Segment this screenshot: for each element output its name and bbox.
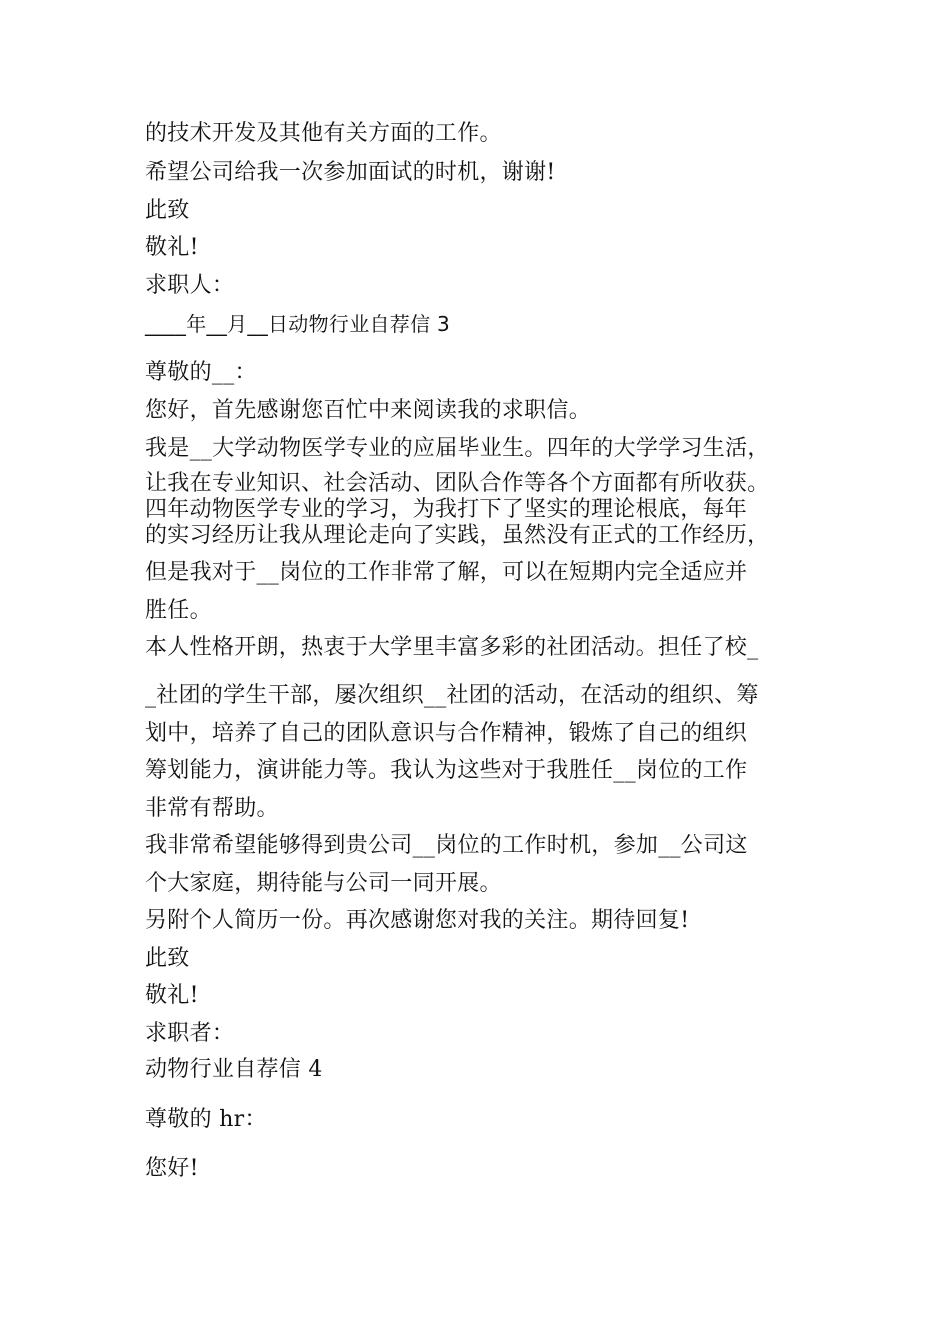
text-line: 划中，培养了自己的团队意识与合作精神，锻炼了自己的组织: [145, 721, 748, 746]
text-line: 个大家庭，期待能与公司一同开展。: [145, 871, 502, 896]
text-line: 但是我对于__岗位的工作非常了解，可以在短期内完全适应并: [145, 560, 748, 585]
closing-line: 此致: [145, 946, 190, 971]
text-line: 您好，首先感谢您百忙中来阅读我的求职信。: [145, 398, 592, 423]
text-line: 让我在专业知识、社会活动、团队合作等各个方面都有所收获。: [145, 471, 770, 496]
text-line: 非常有帮助。: [145, 796, 279, 821]
text-line: 本人性格开朗，热衷于大学里丰富多彩的社团活动。担任了校_: [145, 635, 759, 660]
salutation: 尊敬的__：: [145, 360, 257, 385]
closing-line: 敬礼!: [145, 235, 199, 260]
text-line: _社团的学生干部，屡次组织__社团的活动，在活动的组织、筹: [145, 683, 759, 708]
text-line: 的技术开发及其他有关方面的工作。: [145, 121, 502, 146]
text-line: 的实习经历让我从理论走向了实践，虽然没有正式的工作经历，: [145, 523, 770, 548]
text-line: 我是__大学动物医学专业的应届毕业生。四年的大学学习生活，: [145, 436, 770, 461]
text-line: 希望公司给我一次参加面试的时机，谢谢!: [145, 160, 556, 185]
signature-line: 求职者：: [145, 1021, 235, 1046]
salutation: 尊敬的 hr：: [145, 1107, 267, 1132]
text-line: 另附个人简历一份。再次感谢您对我的关注。期待回复!: [145, 908, 690, 933]
closing-line: 敬礼!: [145, 983, 199, 1008]
text-line: 四年动物医学专业的学习，为我打下了坚实的理论根底，每年: [145, 497, 748, 522]
section-heading: 动物行业自荐信 4: [145, 1057, 323, 1082]
closing-line: 此致: [145, 198, 190, 223]
text-line: 筹划能力，演讲能力等。我认为这些对于我胜任__岗位的工作: [145, 758, 748, 783]
greeting: 您好!: [145, 1156, 199, 1181]
text-line: 胜任。: [145, 598, 212, 623]
section-heading: ____年__月__日动物行业自荐信 3: [145, 312, 451, 336]
text-line: 我非常希望能够得到贵公司__岗位的工作时机，参加__公司这: [145, 833, 748, 858]
signature-line: 求职人：: [145, 273, 235, 298]
